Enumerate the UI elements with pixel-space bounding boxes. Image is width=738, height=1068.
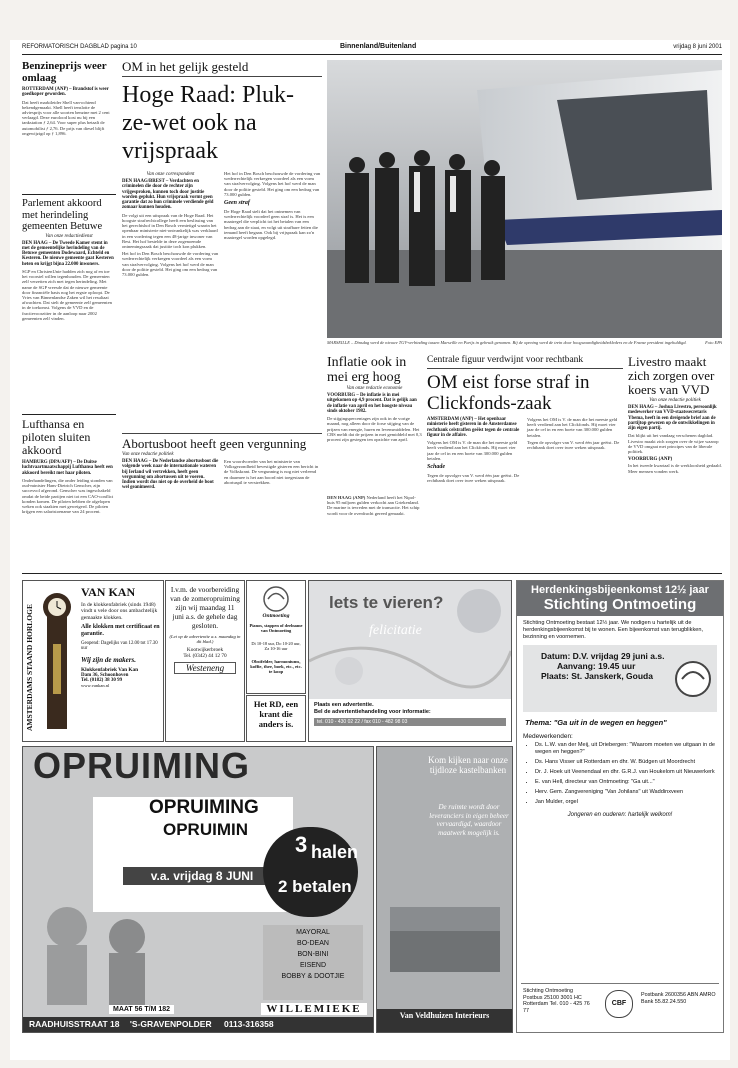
children-photo-icon: [27, 887, 167, 1007]
speakers-list: [517, 742, 723, 806]
ad-herdenking: [516, 580, 724, 1033]
ad-name: Stichting Ontmoeting: [543, 596, 697, 613]
cbf-badge: CBF: [605, 990, 633, 1018]
article-body: De Hoge Raad stelt dat het ontnemen van wederrechtelijk voordeel geen straf is. Het is een maatregel die verplicht tot het betalen van een bedrag aan de staat, en volgt uit strafbare feiten die iemand heeft begaan. Ook bij vrijspraak kan zo'n maatregel worden opgelegd.: [224, 209, 318, 241]
article-body: In het tweede kwartaal is de werkloosheid gedaald. Meer mensen vonden werk.: [628, 463, 722, 474]
ad-text: Het RD, een krant die anders is.: [253, 699, 299, 729]
ad-logo-text: Ontmoeting: [262, 613, 290, 619]
speakers-label: Medewerkenden:: [523, 733, 573, 740]
article-body: Het hof in Den Bosch beschouwde de vordering van wederrechtelijk verkregen voordeel als een vorm van strafvervolging. Volgens het hof werd de man door de politie gesteld. Het ging om een bedrag van 73.000 gulden.: [122, 251, 219, 278]
page-date: vrijdag 8 juni 2001: [673, 44, 722, 50]
ad-veldhuizen: [376, 746, 513, 1033]
article-body: SGP en ChristenUnie hadden zich nog af en toe het voorstel willen tegenhouden. De gemeenten zelf verzetten zich met tegen herindeling. Met name de SGP vreesde dat de nieuwe gemeente door financiële basis nog het ergste oploopt. De Vries van Binnenlandse Zaken wil het resultaat afwachten. Dat stelt de gemeente zelf gemeenten in de toekomst. Volgens de VVD en de fractievoorzitter in de aanloop naar 2002 gemeenten zelf vinden.: [22, 268, 112, 321]
speaker-item: • Jan Mulder, orgel: [535, 799, 723, 806]
ad-phone: Tel. (0342) 44 12 70: [183, 653, 227, 659]
article-benzine: [22, 60, 114, 195]
ad-address: Stichting Ontmoeting Postbus 25100 3001 HC Rotterdam Tel. 010 - 425 76 77: [523, 988, 590, 1014]
event-place: Plaats: St. Janskerk, Gouda: [541, 671, 653, 681]
speaker-item: • Herv. Gem. Zangvereniging "Van Johilans" uit Waddinxveen: [535, 789, 723, 796]
article-title: Lufthansa en piloten sluiten akkoord: [22, 418, 91, 457]
article-body: Volgens het OM is V. de man die het meeste geld heeft verdiend aan het Clickfonds. Hij moet vier jaar de cel in en een boete van 300.000 gulden betalen.: [427, 440, 518, 461]
badge-number: 3: [295, 832, 308, 857]
article-body: De volgt uit een uitspraak van de Hoge Raad. Het hoogste strafrechtcollege heeft een beslissing van het gerechtshof in Den Bosch vernietigd waarin het openbaar ministerie niet-ontvankelijk was verklaard in een vordering tegen een 48-jarige inwoner van Best. Het hof bestelde in deze zogenoemde ontnemingszaak dat justitie toch kon plukken.: [122, 212, 218, 249]
ad-hours: Di 10-18 uur, Do 10-20 uur, Za 10-16 uur: [251, 641, 301, 651]
article-pluk-ze: [122, 60, 322, 430]
ad-ontmoeting-small: [246, 580, 306, 694]
article-byline: Van onze redactie economie: [346, 386, 403, 391]
ad-text: De ruimte wordt door leveranciers in eigen beheer vervaardigd, waardoor maatwerk mogelijk is.: [429, 803, 509, 837]
ad-phone: Tel. (0182) 38 30 99: [81, 677, 123, 683]
article-byline: Van onze redactie politiek: [649, 398, 701, 403]
clock-icon: [39, 589, 75, 734]
ad-address: Dam 36, Schoonhoven: [81, 672, 129, 678]
article-body: De stijgingspercentages zijn ook in de vorige maand, nog alleen door de forse stijging van de prijzen van energie, huren en levensmiddelen. Het CBS meldt dat de prijzen in mei gemiddeld met 0,3 procent zijn gestegen ten opzichte van april.: [327, 416, 422, 442]
article-body: Tegen de opvolger van V. werd één jaar geëist. De rechtbank doet over twee weken uitspraak.: [427, 473, 520, 484]
ad-subtitle: felicitatie: [369, 623, 422, 638]
event-date: Datum: D.V. vrijdag 29 juni a.s.: [541, 651, 665, 661]
article-clickfonds: [427, 355, 623, 570]
event-theme: Thema: "Ga uit in de wegen en heggen": [525, 718, 667, 727]
speaker-item: • Dr. J. Hoek uit Veenendaal en dhr. G.R.J. van Houkelom uit Nieuwerkerk: [535, 769, 723, 776]
ad-welcome: Jongeren en ouderen: hartelijk welkom!: [567, 812, 673, 818]
furniture-photo-icon: [385, 897, 505, 987]
ad-title: Herdenkingsbijeenkomst 12½ jaar: [531, 584, 709, 596]
ad-iets-te-vieren: [308, 580, 512, 742]
article-lead: ROTTERDAM (ANP) – Brandstof is weer goedkoper geworden.: [22, 87, 109, 98]
store-name: WILLEMIEKE: [261, 1003, 367, 1015]
ad-van-kan: [22, 580, 164, 742]
ad-slogan: Wij zijn de makers.: [81, 655, 136, 664]
store-town: 'S-GRAVENPOLDER: [129, 1019, 212, 1029]
ad-footer: Van Veldhuizen Interieurs: [377, 1009, 512, 1032]
brand-item: MAYORAL: [296, 929, 330, 936]
article-kicker: Centrale figuur verdwijnt voor rechtbank: [427, 355, 623, 369]
article-body: Volgens het OM is V. de man die het meeste geld heeft verdiend aan het Clickfonds. Hij moet vier jaar de cel in en een boete van 300.000 gulden betalen.: [527, 417, 618, 438]
page-header: [22, 42, 722, 55]
news-photo: [327, 60, 722, 338]
article-lufthansa: [22, 418, 116, 568]
ad-title: Kom kijken naar onze tijdloze kastelbanken: [428, 755, 508, 775]
tgv-photo-image: [327, 60, 722, 338]
article-body: Onderhandelingen, die onder leiding stonden van oud-minister Hans-Dietrich Genscher, zijn succesvol afgerond. Genscher was ingeschakeld omdat de beide partijen niet tot een CAO-conflict konden komen. De piloten hebben de afgelopen weken ook staakten met geweigerd. De piloten krijgen een salaristoename van 24 procent.: [22, 477, 114, 515]
ad-hours: Geopend: Dagelijks van 12.00 tot 17.30 uur: [81, 640, 158, 652]
badge-betalen: 2 betalen: [278, 877, 352, 896]
article-body: Tegen de opvolger van V. werd één jaar geëist. De rechtbank doet over twee weken uitspraak.: [527, 439, 620, 451]
photo-credit: Foto EPA: [705, 340, 722, 345]
article-brief: [327, 495, 422, 570]
ad-shop: Kootwijkerbroek: [186, 647, 224, 653]
brand-item: EISEND: [299, 962, 327, 969]
ontmoeting-logo-icon: [259, 584, 293, 614]
article-lead: VOORBURG – De inflatie is in mei uitgekomen op 4,9 procent. Dat is gelijk aan de inflatie van april en het hoogste niveau sinds oktober 1982.: [327, 393, 417, 414]
article-body: Dat blijkt uit het vandaag verschenen dagblad. Livestro maakt zich zorgen over de wijze waarop de VVD omgaat met principes van de liberale politiek.: [628, 433, 719, 455]
ad-size-range: MAAT 56 T/M 182: [109, 1005, 174, 1014]
article-title: Inflatie ook in mei erg hoog: [327, 355, 407, 385]
ad-title: lets te vieren?: [329, 593, 444, 612]
ad-het-rd: [246, 695, 306, 742]
article-parlement: [22, 198, 116, 413]
ad-text: In de klokkenfabriek (sinds 1948) vindt u vele door ons ambachtelijk gemaakte klokken.: [81, 602, 158, 621]
ad-line: Plaats een advertentie.: [314, 702, 374, 708]
article-body: Dat heeft marktleider Shell van-ochtend bekendgemaakt. Shell heeft tenslotte de adviesprijs voor alle soorten benzine met 2 cent verlaagd. Deze eurolood kost nu bij een tankstation ƒ 2,64. Voor super plus betaalt de automobilist ƒ 2,76. De prijs van diesel blijft ongewijzigd op ƒ 1,896.: [22, 99, 110, 136]
ad-intro: Stichting Ontmoeting bestaat 12½ jaar. We nodigen u hartelijk uit de herdenkingsbijeenkomst bij te wonen. Een bijeenkomst van terugblikken, bezinning en voornemen.: [523, 620, 704, 640]
ad-phone: tel. 010 - 430 02 22 / fax 010 - 482 98 03: [314, 718, 506, 726]
article-lead: DEN HAAG – Joshua Livestro, persoonlijk medewerker van VVD-staatssecretaris Ybema, heeft in een dreigende brief aan de partijtop gewezen op de ontwikkelingen in zijn eigen partij.: [628, 405, 717, 432]
brand-item: BO-DEAN: [297, 940, 329, 947]
ad-bank: Postbank 2600356 ABN AMRO Bank 55.82.24.550: [641, 992, 716, 1005]
section-title: Binnenland/Buitenland: [340, 43, 417, 50]
article-lead: DEN HAAG – De Nederlandse abortusboot die volgende week naar de internationale wateren bij Ierland wil vertrekken, heeft geen vergunning om abortussen uit te voeren. Indien wordt dus niet op de overheid de boot wel geanimeerd.: [122, 459, 219, 491]
ad-line: Bel de advertentiehandeling voor informatie:: [314, 709, 431, 715]
article-byline: Van onze redactie politiek: [122, 452, 174, 457]
article-title: Hoge Raad: Pluk-ze-wet ook na vrijspraak: [122, 82, 294, 164]
speaker-item: • Ds. Hans Visser uit Rotterdam en dhr. W. Büdgen uit Moordrecht: [535, 759, 723, 766]
event-time: Aanvang: 19.45 uur: [557, 661, 636, 671]
article-lead: AMSTERDAM (ANP) – Het openbaar ministerie heeft gisteren in de Amsterdamse rechtbank celstraffen geëist tegen de centrale figuur in de affaire.: [427, 417, 520, 438]
article-body: Een woordvoerder van het ministerie van Volksgezondheid bevestigde gisteren een bericht in de Volkskrant. De vergunning is nog niet verleend en daarmee is het aan boord niet toegestaan de abortuspil te verstrekken.: [224, 459, 319, 485]
brand-item: BON-BINI: [297, 951, 329, 958]
ad-note: (Let op de advertentie a.s. maandag in dit blad.): [169, 634, 241, 644]
article-livestro: [628, 355, 722, 570]
article-abortus: [122, 433, 322, 572]
article-subhead: Geen straf: [224, 200, 250, 207]
caption-text: MARSEILLE – Dinsdag werd de nieuwe TGV-verbinding tussen Marseille en Parijs in gebruik genomen. Bij de opening werd de trein door hoogwaardigheidsbekleders en de Franse president ingehuldigd.: [327, 340, 687, 345]
speaker-item: • Ds. L.W. van der Meij, uit Driebergen: "Waarom moeten we uitgaan in de wegen en heggen?": [535, 742, 723, 756]
store-phone: 0113-316358: [223, 1019, 274, 1029]
brief-body: Nederland heeft het Nipol-huis 95 miljoen gulden verkocht aan Griekenland. De marine is tevreden met de transactie. Het schip wordt voor de overdracht gereed gemaakt.: [327, 495, 420, 516]
article-byline: Van onze redactiedienst: [45, 233, 93, 239]
ontmoeting-logo-icon: [671, 657, 715, 701]
article-title: Abortusboot heeft geen vergunning: [122, 436, 307, 451]
article-lead: DEN HAAG – De Tweede Kamer stemt in met de gemeentelijke herindeling van de Betuwe gemeenten Dodewaard, Echteld en Kesteren. De nieuwe gemeente gaat Kesteren heten en krijgt bijna 22.000 inwoners.: [22, 240, 114, 267]
ad-title: VAN KAN: [81, 585, 136, 599]
article-byline: Van onze correspondent: [146, 172, 195, 177]
ad-website: www.vankan.nl: [81, 682, 110, 688]
ad-date: v.a. vrijdag 8 JUNI: [123, 867, 281, 885]
ad-subtitle: OPRUIMIN: [163, 820, 248, 839]
article-title: Benzineprijs weer omlaag: [22, 60, 107, 84]
ad-title: OPRUIMING: [33, 746, 251, 786]
article-subhead: VOORBURG (ANP): [628, 457, 673, 463]
photo-caption: [327, 340, 722, 352]
article-title: Parlement akkoord met herindeling gemeenten Betuwe: [22, 198, 103, 232]
paper-name: REFORMATORISCH DAGBLAD pagina 10: [22, 44, 137, 50]
article-kicker: OM in het gelijk gesteld: [122, 60, 322, 77]
article-body: Het hof in Den Bosch beschouwde de vordering van wederrechtelijk verkregen voordeel als een vorm van strafvervolging. Volgens het hof werd de man door de politie gesteld. Het ging om een bedrag van 73.000 gulden.: [224, 171, 321, 197]
ad-name: Klokkenfabriek Van Kan: [81, 666, 139, 673]
badge-halen: halen: [311, 842, 359, 862]
store-address: RAADHUISSTRAAT 18: [29, 1019, 120, 1029]
speaker-item: • E. van Hell, directeur van Ontmoeting: "Ga uit...": [535, 779, 723, 786]
vertical-text: AMSTERDAMS STAAND HORLOGE: [25, 604, 34, 731]
article-lead: DEN HAAG/BREST – Verdachten en criminelen die door de rechter zijn vrijgesproken, kunnen toch door justitie worden geplukt. Hun vrijspraak vormt geen garantie dat zo hun criminele verdiende geld zomaar kunnen houden.: [122, 179, 214, 211]
article-title: Livestro maakt zich zorgen over koers van VVD: [628, 355, 715, 397]
ad-opruiming: [22, 746, 374, 1033]
ad-items: Obstfelder, harmoniums, koffie, thee, boek, etc., etc. te koop: [250, 659, 302, 675]
ad-text: I.v.m. de voorbereiding van de zomeropruiming zijn wij maandag 11 juni a.s. de gehele dag gesloten.: [170, 585, 240, 630]
ad-westeneng: [165, 580, 245, 742]
article-subhead: Schade: [427, 464, 445, 470]
brand-item: BOBBY & DOOTJIE: [281, 973, 345, 980]
article-title: OM eist forse straf in Clickfonds-zaak: [427, 372, 590, 414]
ad-logo: Westeneng: [174, 662, 236, 674]
brief-dateline: DEN HAAG (ANP): [327, 495, 366, 500]
ad-text: Alle klokken met certificaat en garantie.: [81, 623, 160, 637]
article-lead: HAMBURG (DPA/AFP) – De Duitse luchtvaartmaatschappij Lufthansa heeft een akkoord bereikt met haar piloten.: [22, 460, 113, 476]
ad-text: Pianos, stappen of deelname van Ontmoeting: [249, 623, 303, 633]
ad-subtitle: OPRUIMING: [149, 797, 259, 818]
